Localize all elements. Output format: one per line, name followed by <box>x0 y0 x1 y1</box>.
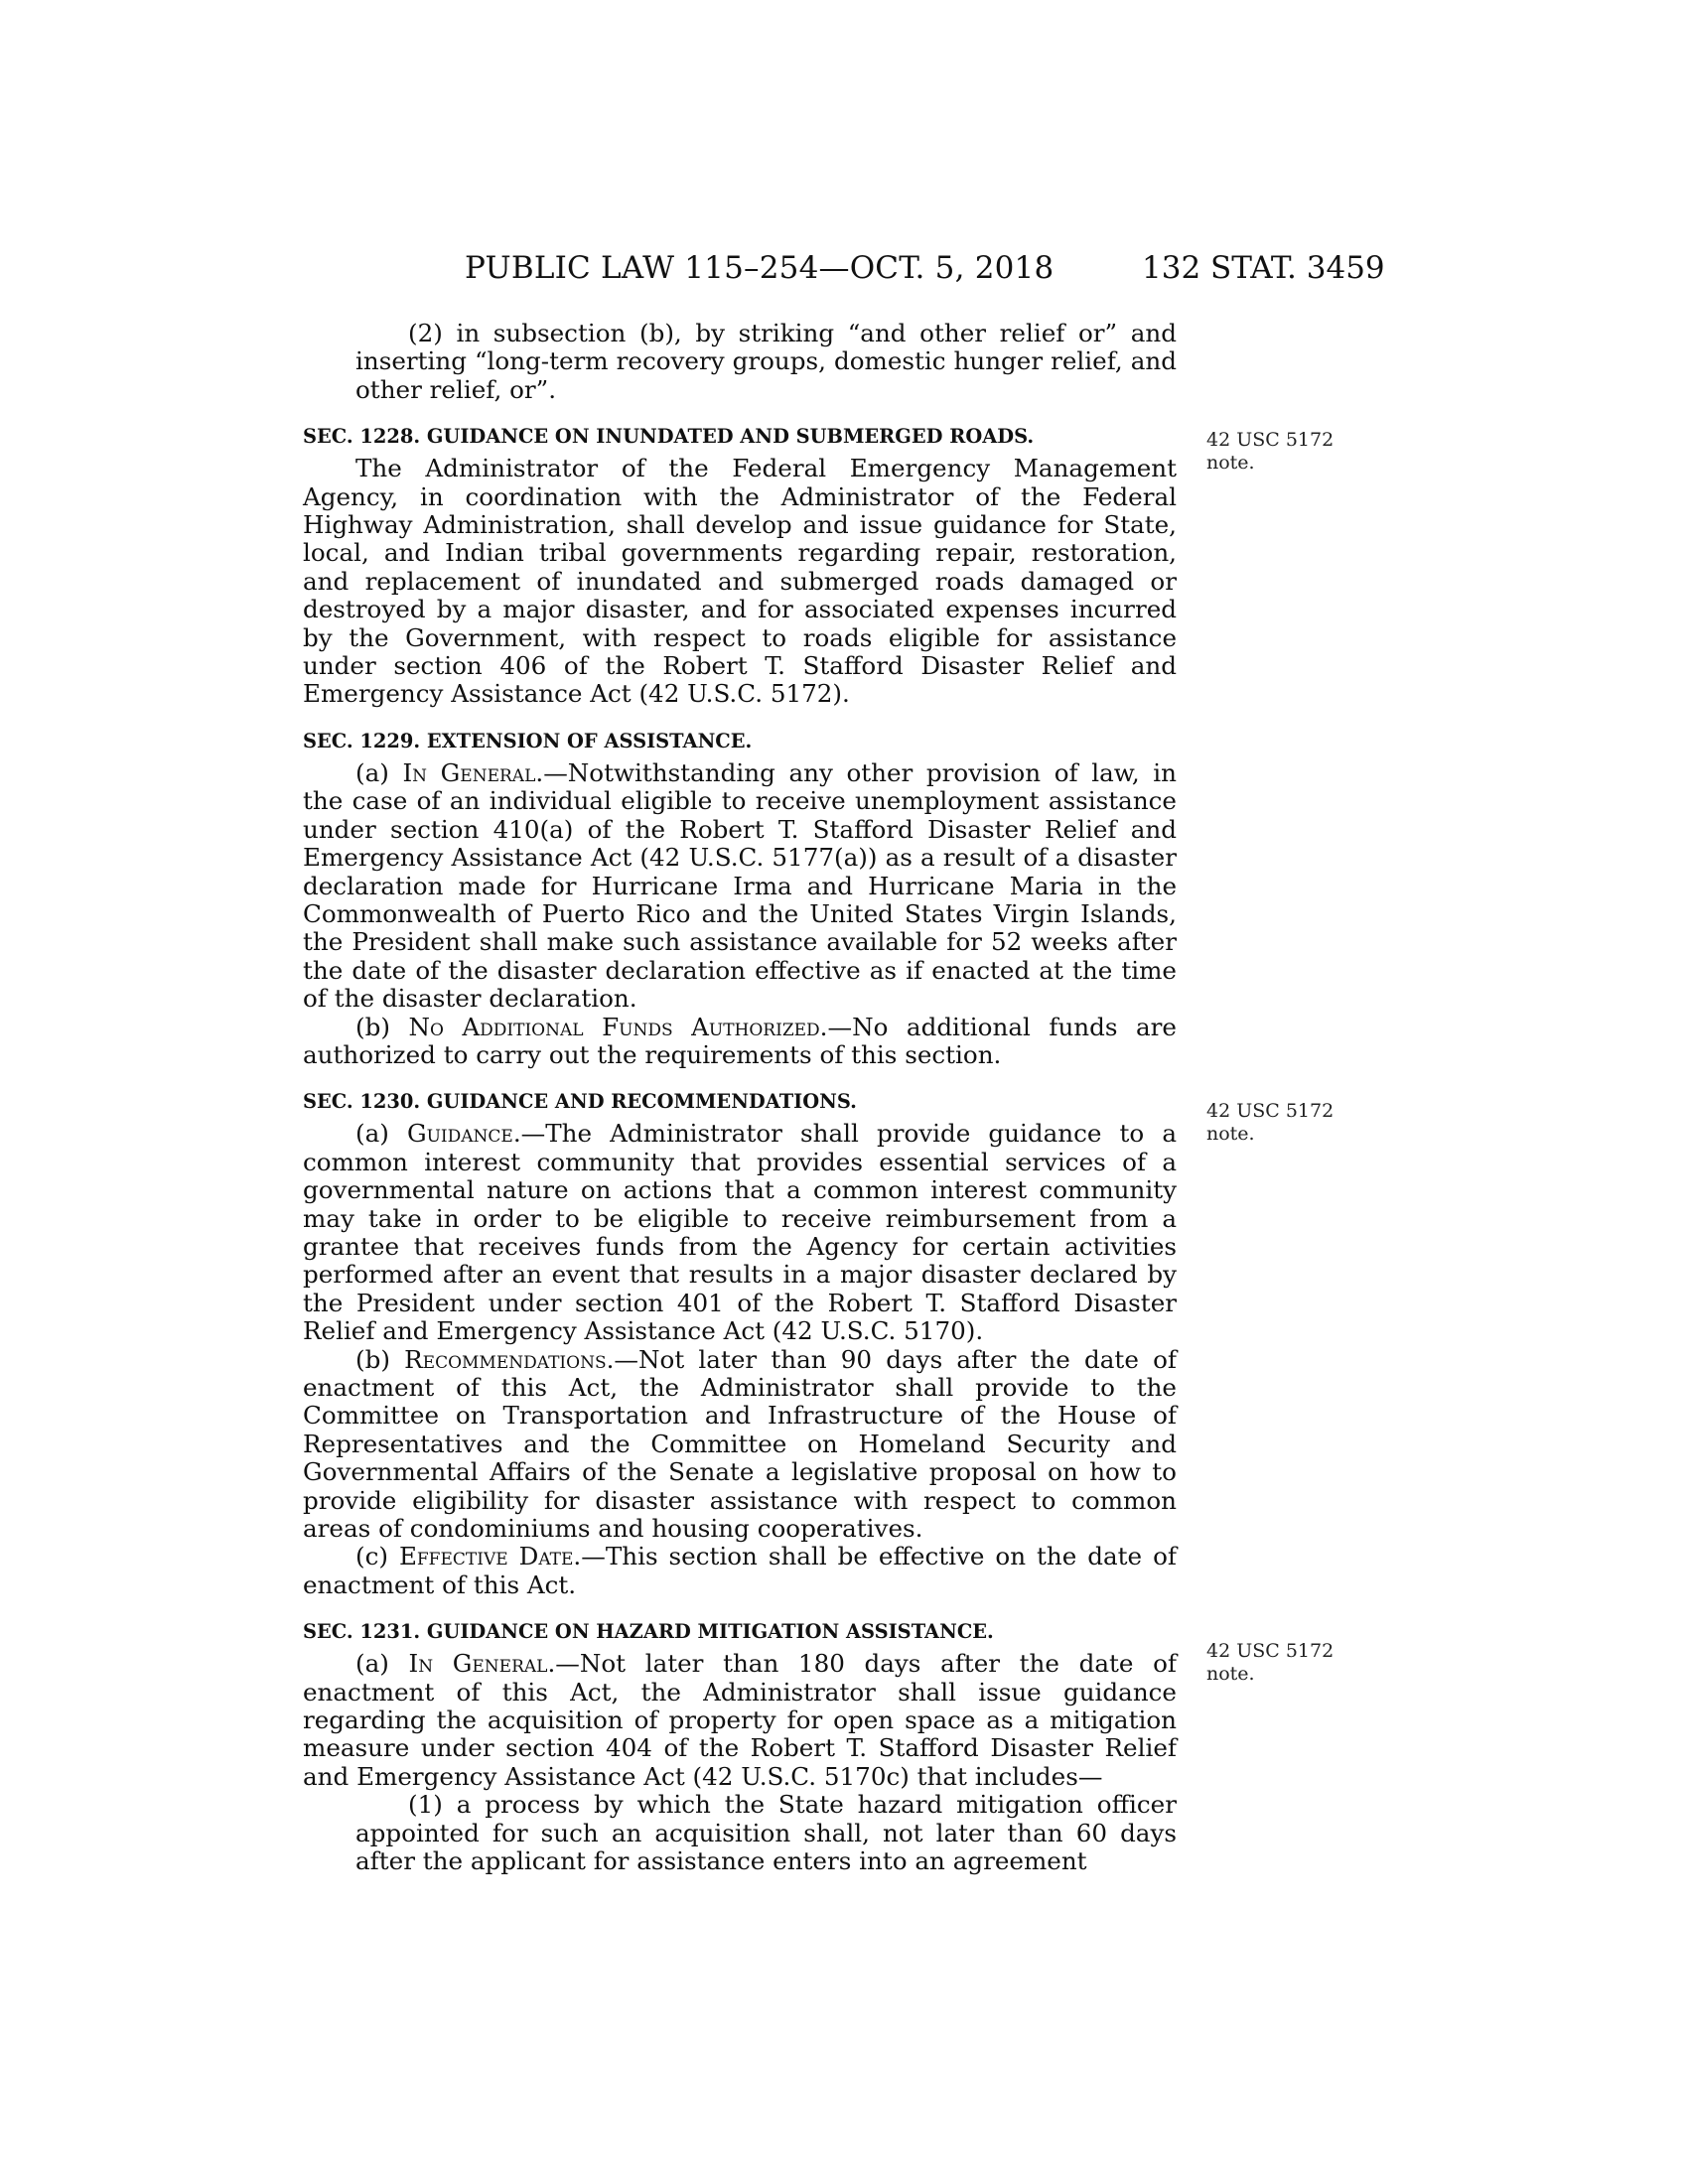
margin-note-sec-1231: 42 USC 5172 note. <box>1206 1640 1335 1685</box>
intro-paragraph: (2) in subsection (b), by striking “and other relief or” and inserting “long-term recovery groups, domestic hunger relief, and other relief, or”. <box>355 319 1177 404</box>
margin-note-sec-1230: 42 USC 5172 note. <box>1206 1100 1335 1145</box>
subsection-caption: In General <box>402 757 536 787</box>
margin-note-sec-1228: 42 USC 5172 note. <box>1206 429 1335 474</box>
document-body <box>303 320 1177 1876</box>
section-1230-subsection-b: (b) Recommendations.—Not later than 90 days after the date of enactment of this Act, the Administrator shall provide to the Committee on Transportation and Infrastructure of the House of Representatives and the Committee on Homeland Security and Governmental Affairs of the Senate a legislative proposal on how to provide eligibility for disaster assistance with respect to common areas of condominiums and housing cooperatives. <box>303 1344 1177 1544</box>
section-1231-subsection-a: (a) In General.—Not later than 180 days after the date of enactment of this Act, the Administrator shall issue guidance regarding the acquisition of property for open space as a mitigation measure under section 404 of the Robert T. Stafford Disaster Relief and Emergency Assistance Act (42 U.S.C. 5170c) that includes— <box>303 1649 1177 1791</box>
section-1230-heading: SEC. 1230. GUIDANCE AND RECOMMENDATIONS. <box>303 1090 857 1114</box>
section-1229-heading: SEC. 1229. EXTENSION OF ASSISTANCE. <box>303 729 753 752</box>
section-1230-subsection-c: (c) Effective Date.—This section shall be effective on the date of enactment of this Act. <box>303 1542 1177 1599</box>
statute-page-number: 132 STAT. 3459 <box>1142 250 1385 286</box>
subsection-caption: Guidance <box>406 1119 513 1149</box>
subsection-caption: No Additional Funds Authorized <box>408 1012 820 1041</box>
section-1231-paragraph-1: (1) a process by which the State hazard mitigation officer appointed for such an acquisition shall, not later than 60 days after the applicant for assistance enters into an agreement <box>355 1790 1177 1876</box>
section-1231-heading: SEC. 1231. GUIDANCE ON HAZARD MITIGATION ASSISTANCE. <box>303 1620 994 1644</box>
section-1228-text: The Administrator of the Federal Emergency Management Agency, in coordination with the Administrator of the Federal Highway Administration, shall develop and issue guidance for State, local, and Indian tribal governments regarding repair, restoration, and replacement of inundated and submerged roads damaged or destroyed by a major disaster, and for associated expenses incurred by the Government, with respect to roads eligible for assistance under section 406 of the Robert T. Stafford Disaster Relief and Emergency Assistance Act (42 U.S.C. 5172). <box>303 454 1177 709</box>
subsection-caption: Recommendations <box>404 1344 607 1374</box>
section-1230-subsection-a: (a) Guidance.—The Administrator shall provide guidance to a common interest community that provides essential services of a governmental nature on actions that a common interest community may take in order to be eligible to receive reimbursement from a grantee that receives funds from the Agency for certain activities performed after an event that results in a major disaster declared by the President under section 401 of the Robert T. Stafford Disaster Relief and Emergency Assistance Act (42 U.S.C. 5170). <box>303 1119 1177 1346</box>
section-1229-subsection-b: (b) No Additional Funds Authorized.—No additional funds are authorized to carry out the requirements of this section. <box>303 1012 1177 1069</box>
running-header-title: PUBLIC LAW 115–254—OCT. 5, 2018 <box>465 250 1055 286</box>
subsection-caption: Effective Date <box>398 1542 574 1571</box>
subsection-caption: In General <box>408 1649 548 1679</box>
section-1228-heading: SEC. 1228. GUIDANCE ON INUNDATED AND SUBMERGED ROADS. <box>303 425 1035 449</box>
section-1229-subsection-a: (a) In General.—Notwithstanding any other provision of law, in the case of an individual eligible to receive unemployment assistance under section 410(a) of the Robert T. Stafford Disaster Relief and Emergency Assistance Act (42 U.S.C. 5177(a)) as a result of a disaster declaration made for Hurricane Irma and Hurricane Maria in the Commonwealth of Puerto Rico and the United States Virgin Islands, the President shall make such assistance available for 52 weeks after the date of the disaster declaration effective as if enacted at the time of the disaster declaration. <box>303 757 1177 1014</box>
